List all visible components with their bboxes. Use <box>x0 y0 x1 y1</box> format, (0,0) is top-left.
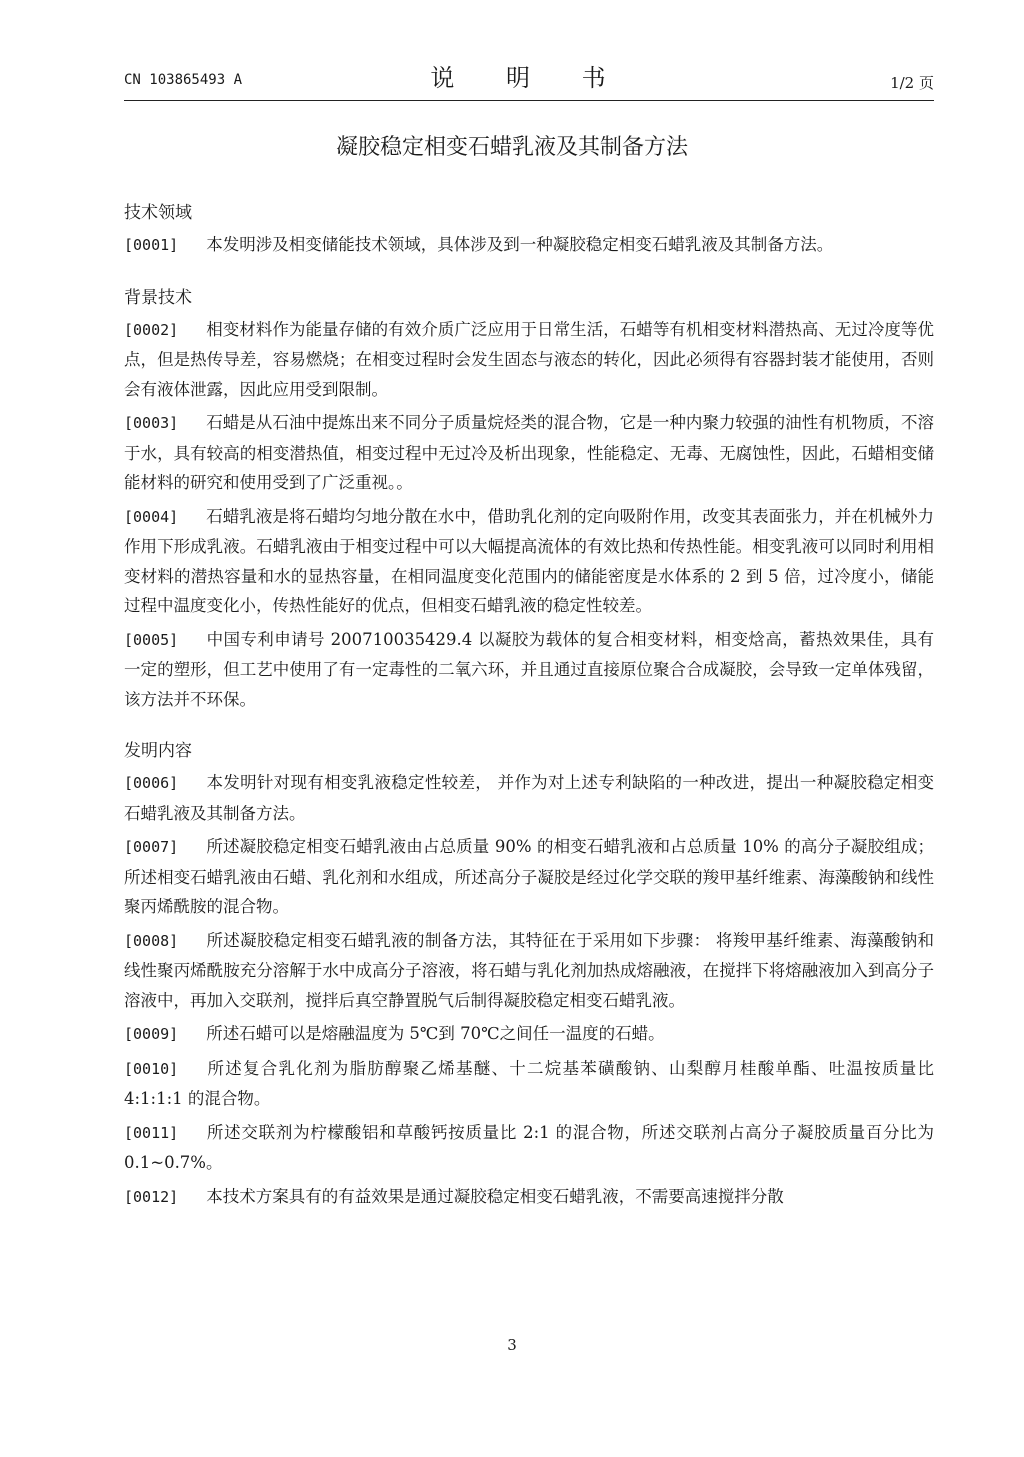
section-heading: 发明内容 <box>124 741 192 761</box>
paragraph-number: [0007] <box>124 838 179 856</box>
paragraph <box>124 625 934 715</box>
paragraph-text: 中国专利申请号 200710035429.4 以凝胶为载体的复合相变材料，相变焓高，蓄热效果佳，具有一定的塑形，但工艺中使用了有一定毒性的二氧六环，并且通过直接原位聚合合成凝胶，会导致一定单体残留，该方法并不环保。 <box>124 629 934 709</box>
paragraph-number: [0011] <box>124 1123 179 1142</box>
publication-number: CN 103865493 A <box>124 72 243 88</box>
paragraph-text: 所述凝胶稳定相变石蜡乳液的制备方法，其特征在于采用如下步骤： 将羧甲基纤维素、海藻酸钠和线性聚丙烯酰胺充分溶解于水中成高分子溶液，将石蜡与乳化剂加热成熔融液，在搅拌下将熔融液加入到高分子溶液中，再加入交联剂，搅拌后真空静置脱气后制得凝胶稳定相变石蜡乳液。 <box>124 930 934 1010</box>
paragraph-text: 所述交联剂为柠檬酸铝和草酸钙按质量比 2:1 的混合物，所述交联剂占高分子凝胶质量百分比为 0.1~0.7%。 <box>124 1122 934 1172</box>
paragraph-number: [0005] <box>124 630 179 649</box>
paragraph <box>124 1118 934 1178</box>
paragraph-text: 所述石蜡可以是熔融温度为 5℃到 70℃之间任一温度的石蜡。 <box>206 1024 665 1043</box>
paragraph-number: [0006] <box>124 774 179 792</box>
header-rule <box>124 100 934 101</box>
paragraph-text: 本技术方案具有的有益效果是通过凝胶稳定相变石蜡乳液，不需要高速搅拌分散 <box>206 1186 784 1206</box>
paragraph-text: 所述复合乳化剂为脂肪醇聚乙烯基醚、十二烷基苯磺酸钠、山梨醇月桂酸单酯、吐温按质量比 4:1:1:1 的混合物。 <box>124 1058 934 1108</box>
page-header <box>124 58 934 98</box>
page-count: 1/2 页 <box>890 74 934 92</box>
section-heading: 背景技术 <box>124 287 192 308</box>
paragraph-text: 本发明涉及相变储能技术领域，具体涉及到一种凝胶稳定相变石蜡乳液及其制备方法。 <box>206 235 834 254</box>
paragraph <box>124 832 934 922</box>
paragraph <box>124 768 934 828</box>
page-number: 3 <box>507 1336 517 1354</box>
section-background <box>124 281 934 715</box>
paragraph <box>124 1182 934 1213</box>
paragraph <box>124 408 934 498</box>
paragraph-number: [0001] <box>124 236 179 254</box>
paragraph <box>124 1054 934 1114</box>
document-body <box>124 196 934 1216</box>
paragraph-number: [0008] <box>124 931 179 950</box>
paragraph-text: 石蜡乳液是将石蜡均匀地分散在水中，借助乳化剂的定向吸附作用，改变其表面张力，并在机械外力作用下形成乳液。石蜡乳液由于相变过程中可以大幅提高流体的有效比热和传热性能。相变乳液可以同时利用相变材料的潜热容量和水的显热容量，在相同温度变化范围内的储能密度是水体系的 2 到 5 倍，过冷度小，储能过程中温度变化小，传热性能好的优点，但相变石蜡乳液的稳定性较差。 <box>124 506 934 615</box>
paragraph-number: [0010] <box>124 1059 179 1078</box>
paragraph <box>124 315 934 405</box>
paragraph-text: 本发明针对现有相变乳液稳定性较差， 并作为对上述专利缺陷的一种改进，提出一种凝胶稳定相变石蜡乳液及其制备方法。 <box>124 773 934 823</box>
paragraph <box>124 502 934 621</box>
paragraph-number: [0009] <box>124 1025 179 1043</box>
section-technical-field <box>124 196 934 261</box>
paragraph <box>124 230 934 261</box>
document-type: 说 明 书 <box>430 64 628 92</box>
document-title: 凝胶稳定相变石蜡乳液及其制备方法 <box>335 135 688 160</box>
paragraph-number: [0002] <box>124 320 179 339</box>
section-heading: 技术领域 <box>124 203 192 223</box>
section-summary <box>124 734 934 1212</box>
paragraph-number: [0012] <box>124 1187 179 1206</box>
paragraph-text: 相变材料作为能量存储的有效介质广泛应用于日常生活，石蜡等有机相变材料潜热高、无过冷度等优点，但是热传导差，容易燃烧；在相变过程时会发生固态与液态的转化，因此必须得有容器封装才能使用，否则会有液体泄露，因此应用受到限制。 <box>124 319 934 399</box>
paragraph-number: [0004] <box>124 507 179 526</box>
paragraph <box>124 1019 934 1050</box>
paragraph <box>124 926 934 1016</box>
paragraph-number: [0003] <box>124 414 179 432</box>
paragraph-text: 石蜡是从石油中提炼出来不同分子质量烷烃类的混合物，它是一种内聚力较强的油性有机物质，不溶于水，具有较高的相变潜热值，相变过程中无过冷及析出现象，性能稳定、无毒、无腐蚀性，因此，石蜡相变储能材料的研究和使用受到了广泛重视。。 <box>124 413 934 492</box>
paragraph-text: 所述凝胶稳定相变石蜡乳液由占总质量 90% 的相变石蜡乳液和占总质量 10% 的高分子凝胶组成；所述相变石蜡乳液由石蜡、乳化剂和水组成，所述高分子凝胶是经过化学交联的羧甲基纤维素、海藻酸钠和线性聚丙烯酰胺的混合物。 <box>124 837 934 916</box>
